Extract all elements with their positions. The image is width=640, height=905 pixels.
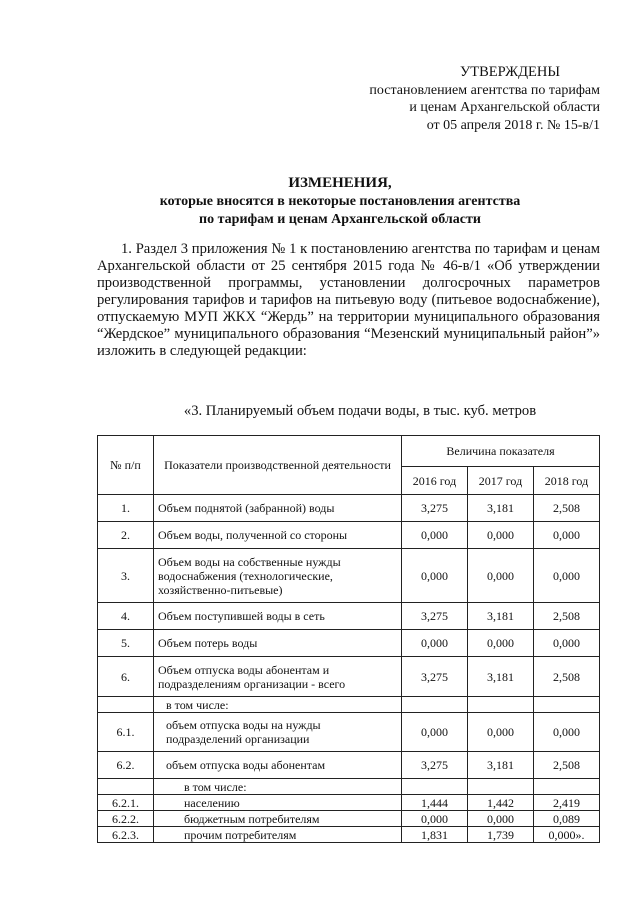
row-value: 0,000 xyxy=(468,630,534,657)
row-value: 0,000 xyxy=(534,630,600,657)
row-value: 0,000 xyxy=(402,713,468,752)
title-line-3: по тарифам и ценам Архангельской области xyxy=(199,212,481,227)
row-value xyxy=(402,697,468,713)
water-volume-table xyxy=(97,435,600,843)
title-main: ИЗМЕНЕНИЯ, xyxy=(288,175,392,191)
row-value: 3,181 xyxy=(468,657,534,697)
row-name: объем отпуска воды абонентам xyxy=(154,752,402,779)
row-value: 1,739 xyxy=(468,827,534,843)
header-num: № п/п xyxy=(98,436,154,495)
row-num: 6.2.1. xyxy=(98,795,154,811)
row-value: 1,831 xyxy=(402,827,468,843)
row-value: 0,000 xyxy=(534,713,600,752)
row-num xyxy=(98,779,154,795)
row-value: 3,275 xyxy=(402,603,468,630)
header-year: 2016 год xyxy=(402,467,468,495)
row-value: 0,089 xyxy=(534,811,600,827)
table-row xyxy=(98,752,600,779)
row-value: 3,181 xyxy=(468,603,534,630)
row-num: 4. xyxy=(98,603,154,630)
row-value: 0,000 xyxy=(402,522,468,549)
body-paragraph: 1. Раздел 3 приложения № 1 к постановлению агентства по тарифам и ценам Архангельской области от 25 сентября 2015 года № 46-в/1 «Об утверждении производственной программы, установлении долгосрочных параметров регулирования тарифов и тарифов на питьевую воду (питьевое водоснабжение), отпускаемую МУП ЖКХ “Жердь” на территории муниципального образования “Жердское” муниципального образования “Мезенский муниципальный район”» изложить в следующей редакции: xyxy=(97,241,600,359)
header-name: Показатели производственной деятельности xyxy=(154,436,402,495)
row-value: 3,181 xyxy=(468,495,534,522)
header-year: 2017 год xyxy=(468,467,534,495)
approval-line-2: и ценам Архангельской области xyxy=(409,100,600,115)
row-num: 2. xyxy=(98,522,154,549)
table-row xyxy=(98,630,600,657)
row-name: населению xyxy=(154,795,402,811)
row-value xyxy=(402,779,468,795)
row-num: 6. xyxy=(98,657,154,697)
approval-line-3: от 05 апреля 2018 г. № 15-в/1 xyxy=(426,117,600,133)
table-row xyxy=(98,495,600,522)
row-value: 2,508 xyxy=(534,657,600,697)
row-num: 6.2. xyxy=(98,752,154,779)
row-value: 0,000 xyxy=(468,549,534,603)
row-name: Объем воды на собственные нужды водоснабжения (технологические, хозяйственно-питьевые) xyxy=(154,549,402,603)
row-value: 0,000 xyxy=(468,811,534,827)
row-value: 0,000 xyxy=(534,549,600,603)
row-name: Объем отпуска воды абонентам и подразделениям организации - всего xyxy=(154,657,402,697)
row-name: Объем воды, полученной со стороны xyxy=(154,522,402,549)
row-name: Объем потерь воды xyxy=(154,630,402,657)
row-name: Объем поднятой (забранной) воды xyxy=(154,495,402,522)
row-value: 0,000 xyxy=(402,630,468,657)
row-num: 3. xyxy=(98,549,154,603)
row-value: 2,419 xyxy=(534,795,600,811)
title-line-2: которые вносятся в некоторые постановления агентства xyxy=(159,194,521,209)
row-value: 1,444 xyxy=(402,795,468,811)
row-value: 2,508 xyxy=(534,603,600,630)
row-value: 0,000 xyxy=(468,522,534,549)
row-value: 0,000 xyxy=(468,713,534,752)
row-value: 3,275 xyxy=(402,752,468,779)
row-name: прочим потребителям xyxy=(154,827,402,843)
row-value: 1,442 xyxy=(468,795,534,811)
table-row xyxy=(98,657,600,697)
table-row xyxy=(98,713,600,752)
row-name: Объем поступившей воды в сеть xyxy=(154,603,402,630)
row-num: 1. xyxy=(98,495,154,522)
table-row xyxy=(98,811,600,827)
row-value: 0,000 xyxy=(534,522,600,549)
row-num: 5. xyxy=(98,630,154,657)
row-name: объем отпуска воды на нужды подразделений организации xyxy=(154,713,402,752)
row-num: 6.2.3. xyxy=(98,827,154,843)
approval-heading: УТВЕРЖДЕНЫ xyxy=(459,64,561,80)
row-value: 0,000». xyxy=(534,827,600,843)
row-value: 2,508 xyxy=(534,752,600,779)
row-value xyxy=(534,697,600,713)
table-row xyxy=(98,603,600,630)
table-row xyxy=(98,522,600,549)
row-value xyxy=(468,779,534,795)
row-value: 0,000 xyxy=(402,549,468,603)
header-year: 2018 год xyxy=(534,467,600,495)
table-caption: «3. Планируемый объем подачи воды, в тыс. куб. метров xyxy=(183,403,537,419)
row-value xyxy=(468,697,534,713)
row-value: 3,275 xyxy=(402,495,468,522)
row-num: 6.2.2. xyxy=(98,811,154,827)
row-value: 2,508 xyxy=(534,495,600,522)
row-name: бюджетным потребителям xyxy=(154,811,402,827)
table-row xyxy=(98,827,600,843)
approval-block xyxy=(330,64,600,134)
row-value: 3,181 xyxy=(468,752,534,779)
row-num xyxy=(98,697,154,713)
table-row xyxy=(98,779,600,795)
header-values: Величина показателя xyxy=(402,436,600,467)
row-value xyxy=(534,779,600,795)
document-title xyxy=(60,174,620,229)
table-row xyxy=(98,549,600,603)
row-value: 0,000 xyxy=(402,811,468,827)
row-name: в том числе: xyxy=(154,697,402,713)
table-row xyxy=(98,697,600,713)
row-value: 3,275 xyxy=(402,657,468,697)
approval-line-1: постановлением агентства по тарифам xyxy=(369,82,600,98)
table-row xyxy=(98,795,600,811)
row-name: в том числе: xyxy=(154,779,402,795)
row-num: 6.1. xyxy=(98,713,154,752)
